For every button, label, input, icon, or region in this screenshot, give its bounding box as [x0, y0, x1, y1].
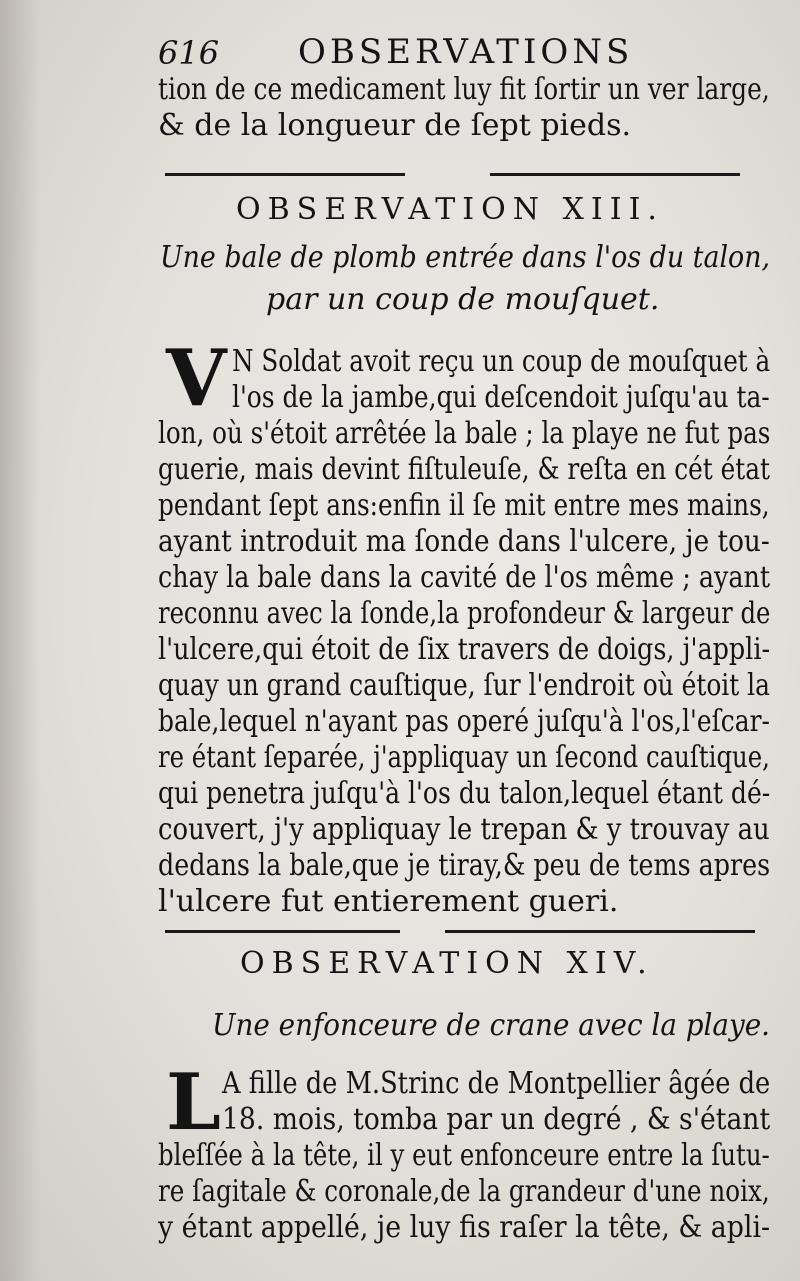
observation-13-line: dedans la bale,que je tiray,& peu de tems apres — [158, 848, 771, 883]
observation-13-line: qui penetra juſqu'à l'os du talon,lequel étant dé- — [158, 776, 771, 811]
page-edge-shadow — [0, 0, 40, 1281]
page-number: 616 — [158, 34, 220, 72]
observation-13-line: quay un grand cauſtique, ſur l'endroit où étoit la — [158, 668, 770, 703]
observation-14-title: OBSERVATION XIV. — [240, 946, 654, 981]
observation-13-line: pendant ſept ans:enfin il ſe mit entre mes mains, — [158, 488, 770, 523]
observation-13-line: l'os de la jambe,qui deſcendoit juſqu'au ta- — [232, 380, 770, 415]
observation-13-line: lon, où s'étoit arrêtée la bale ; la playe ne fut pas — [158, 416, 771, 451]
observation-13-line: reconnu avec la ſonde,la profondeur & largeur de — [158, 596, 771, 631]
observation-14-line: re ſagitale & coronale,de la grandeur d'une noix, — [158, 1174, 770, 1209]
observation-13-subtitle: par un coup de mouſquet. — [266, 282, 660, 317]
observation-14-line: y étant appellé, je luy fis raſer la tête, & apli- — [158, 1210, 771, 1245]
running-head: OBSERVATIONS — [298, 32, 634, 72]
drop-cap-l: L — [166, 1057, 221, 1148]
observation-13-title: OBSERVATION XIII. — [236, 192, 664, 227]
observation-14-line: 18. mois, tomba par un degré , & s'étant — [222, 1102, 771, 1137]
continued-text-line: tion de ce medicament luy fit ſortir un ver large, — [158, 72, 770, 107]
observation-13-subtitle: Une bale de plomb entrée dans l'os du talon, — [160, 240, 771, 275]
section-rule-right — [490, 173, 740, 176]
observation-13-line: ayant introduit ma ſonde dans l'ulcere, je tou- — [158, 524, 770, 559]
observation-13-line: re étant ſeparée, j'appliquay un ſecond cauſtique, — [158, 740, 770, 775]
observation-14-line: bleſſée à la tête, il y eut enfonceure entre la ſutu- — [158, 1138, 770, 1173]
observation-13-line: chay la bale dans la cavité de l'os même ; ayant — [158, 560, 771, 595]
observation-13-line: l'ulcere fut entierement gueri. — [158, 884, 619, 919]
observation-14-line: A fille de M.Strinc de Montpellier âgée de — [222, 1066, 771, 1101]
observation-13-line: bale,lequel n'ayant pas operé juſqu'à l'os,l'eſcar- — [158, 704, 770, 739]
observation-14-subtitle: Une enfonceure de crane avec la playe. — [212, 1008, 771, 1043]
section-rule-right — [445, 930, 755, 933]
observation-13-line: N Soldat avoit reçu un coup de mouſquet à — [232, 344, 771, 379]
observation-13-line: l'ulcere,qui étoit de ſix travers de doigs, j'appli- — [158, 632, 771, 667]
observation-13-line: couvert, j'y appliquay le trepan & y trouvay au — [158, 812, 770, 847]
section-rule-left — [165, 930, 400, 933]
drop-cap-v: V — [166, 333, 227, 424]
continued-text-line: & de la longueur de ſept pieds. — [158, 108, 632, 143]
section-rule-left — [165, 173, 405, 176]
observation-13-line: guerie, mais devint fiſtuleuſe, & reſta en cét état — [158, 452, 770, 487]
